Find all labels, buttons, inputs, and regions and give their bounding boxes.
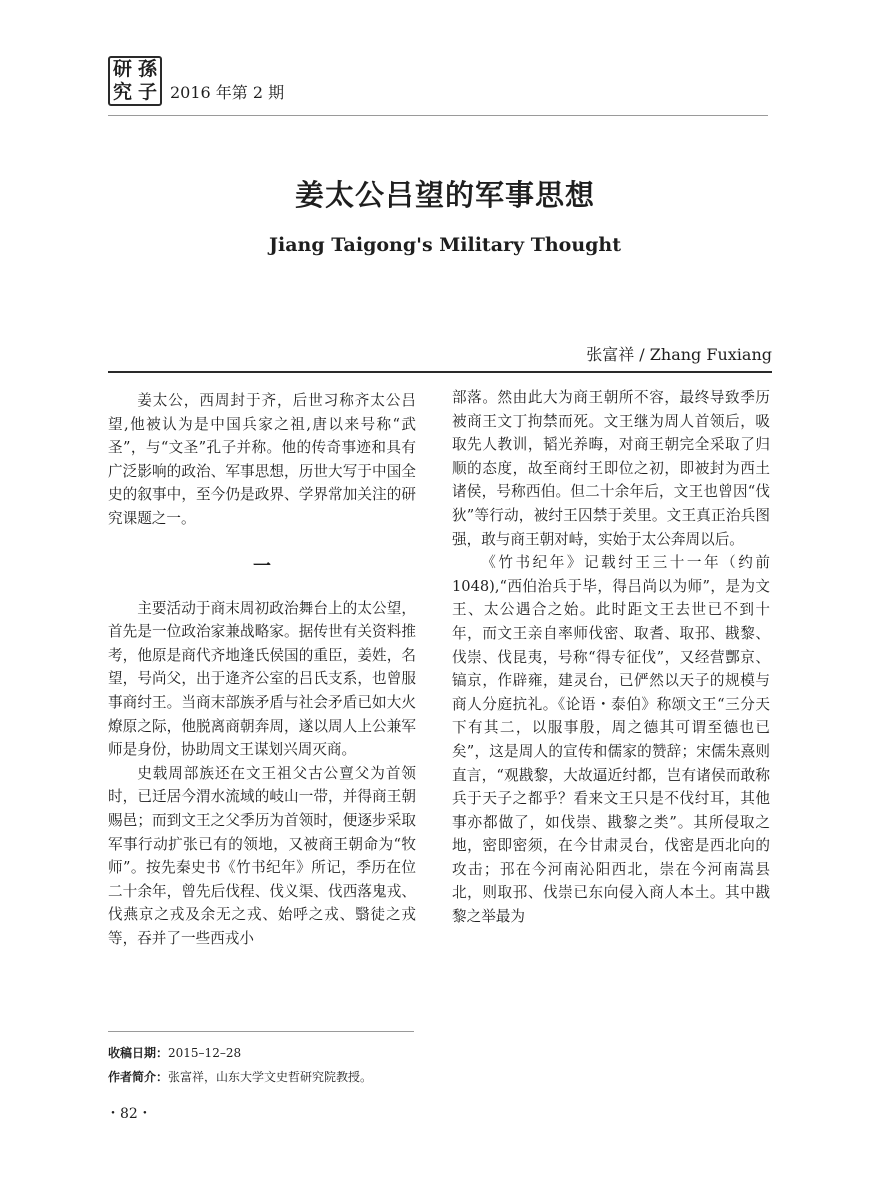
page-number: ・82・ [106, 1106, 152, 1122]
left-column [108, 389, 416, 950]
header-divider [108, 115, 768, 116]
logo-char: 研 [112, 58, 132, 80]
logo-char: 孫 [137, 58, 157, 80]
intro-paragraph: 姜太公，西周封于齐，后世习称齐太公吕望,他被认为是中国兵家之祖,唐以来号称“武圣”，与“文圣”孔子并称。他的传奇事迹和具有广泛影响的政治、军事思想，历世大写于中国全史的叙事中，至今仍是政界、学界常加关注的研究课题之一。 [108, 392, 416, 527]
body-paragraph: 主要活动于商末周初政治舞台上的太公望，首先是一位政治家兼战略家。据传世有关资料推考，他原是商代齐地逢氏侯国的重臣，姜姓，名望，号尚父，出于逄齐公室的吕氏支系，也曾服事商纣王。当商末部族矛盾与社会矛盾已如大火燎原之际，他脱离商朝奔周，遂以周人上公兼军师是身份，协助周文王谋划兴周灭商。 [108, 599, 416, 759]
author-byline: 张富祥 / Zhang Fuxiang [586, 345, 772, 364]
author-bio: 张富祥，山东大学文史哲研究院教授。 [168, 1070, 373, 1084]
logo-char: 子 [137, 81, 157, 103]
article-title-english: Jiang Taigong's Military Thought [268, 234, 622, 256]
footnote-divider [108, 1031, 414, 1032]
article-title-chinese: 姜太公吕望的军事思想 [294, 178, 595, 212]
author-divider [108, 371, 772, 373]
body-paragraph: 部落。然由此大为商王朝所不容，最终导致季历被商王文丁拘禁而死。文王继为周人首领后，吸取先人教训，韬光养晦，对商王朝完全采取了归顺的态度，故至商纣王即位之初，即被封为西土诸侯，号称西伯。但二十余年后，文王也曾因“伐狄”等行动，被纣王囚禁于羑里。文王真正治兵图强，敢与商王朝对峙，实始于太公奔周以后。 [452, 389, 770, 548]
issue-label: 2016 年第 2 期 [170, 83, 285, 102]
received-date-note [108, 1044, 241, 1061]
received-date: 2015–12–28 [168, 1046, 242, 1060]
journal-header [108, 56, 768, 114]
received-label: 收稿日期： [108, 1046, 169, 1060]
body-paragraph: 史载周部族还在文王祖父古公亶父为首领时，已迁居今渭水流域的岐山一带，并得商王朝赐邑；而到文王之父季历为首领时，便逐步采取军事行动扩张已有的领地，又被商王朝命为“牧师”。按先秦史书《竹书纪年》所记，季历在位二十余年，曾先后伐程、伐义渠、伐西落鬼戎、伐燕京之戎及余无之戎、始呼之戎、翳徒之戎等，吞并了一些西戎小 [108, 764, 416, 947]
logo-char: 究 [112, 81, 132, 103]
journal-logo [108, 56, 162, 106]
author-bio-note [108, 1068, 372, 1085]
right-column [452, 386, 770, 929]
section-number: 一 [253, 555, 271, 577]
body-paragraph: 《竹书纪年》记载纣王三十一年（约前1048),“西伯治兵于毕，得吕尚以为师”，是为文王、太公遇合之始。此时距文王去世已不到十年，而文王亲自率师伐密、取耆、取邘、戡黎、伐崇、伐昆夷，号称“得专征伐”，又经营酆京、镐京，作辟雍，建灵台，已俨然以天子的规模与商人分庭抗礼。《论语・泰伯》称颂文王“三分天下有其二，以服事殷，周之德其可谓至德也已矣”，这是周人的宣传和儒家的赞辞；宋儒朱熹则直言，“观戡黎，大故逼近纣都，岂有诸侯而敢称兵于天子之都乎？看来文王只是不伐纣耳，其他事亦都做了，如伐崇、戡黎之类”。其所侵取之地，密即密须，在今甘肃灵台，伐密是西北向的攻击；邘在今河南沁阳西北，崇在今河南嵩县北，则取邘、伐崇已东向侵入商人本土。其中戡黎之举最为 [452, 554, 770, 926]
author-bio-label: 作者简介： [108, 1070, 169, 1084]
